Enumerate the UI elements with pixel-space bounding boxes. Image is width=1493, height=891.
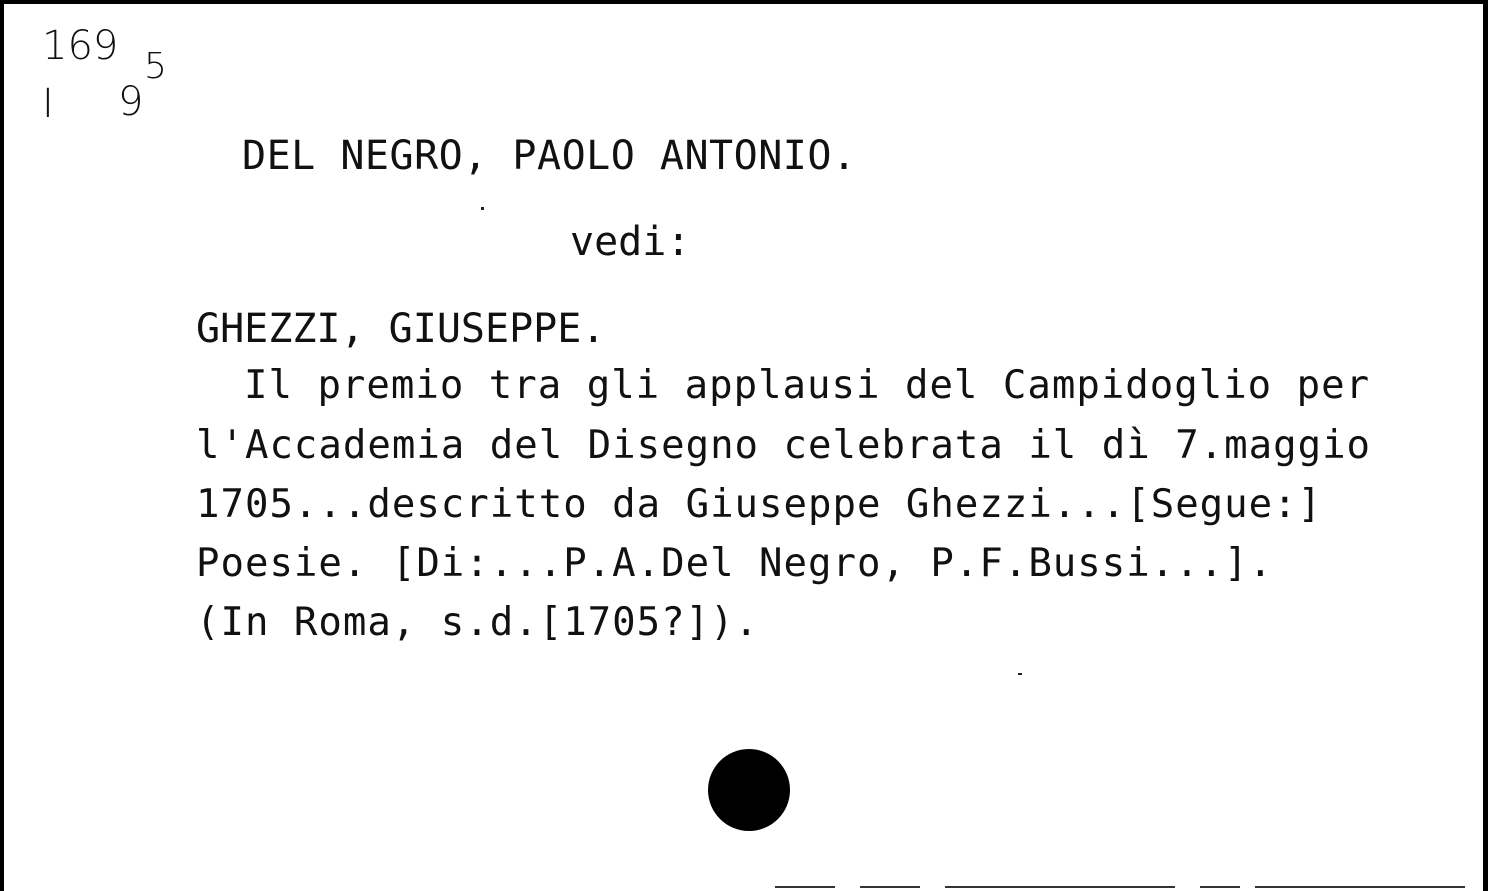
call-number-superscript: 5 <box>144 46 167 87</box>
see-reference: vedi: <box>570 219 691 265</box>
ink-speck <box>1018 673 1022 675</box>
call-number-line-2-right: 9 <box>118 79 144 125</box>
punch-hole <box>708 749 790 831</box>
scan-edge-mark <box>1255 886 1465 888</box>
author-entry: GHEZZI, GIUSEPPE. <box>196 306 606 352</box>
card-heading: DEL NEGRO, PAOLO ANTONIO. <box>242 133 857 179</box>
scan-edge-mark <box>945 886 1175 888</box>
call-number-line-1: 169 <box>42 23 119 69</box>
scan-edge-mark <box>1200 886 1240 888</box>
description-line: Poesie. [Di:...P.A.Del Negro, P.F.Bussi...]. <box>196 541 1274 586</box>
description-line: (In Roma, s.d.[1705?]). <box>196 600 760 645</box>
description-line: Il premio tra gli applausi del Campidoglio per <box>244 363 1371 408</box>
scan-edge-mark <box>775 886 835 888</box>
scan-edge-mark <box>860 886 920 888</box>
call-number-line-2-left: I <box>42 81 54 127</box>
description-line: 1705...descritto da Giuseppe Ghezzi...[Segue:] <box>196 482 1323 527</box>
ink-speck <box>481 207 484 210</box>
description-line: l'Accademia del Disegno celebrata il dì 7.maggio <box>196 423 1372 468</box>
